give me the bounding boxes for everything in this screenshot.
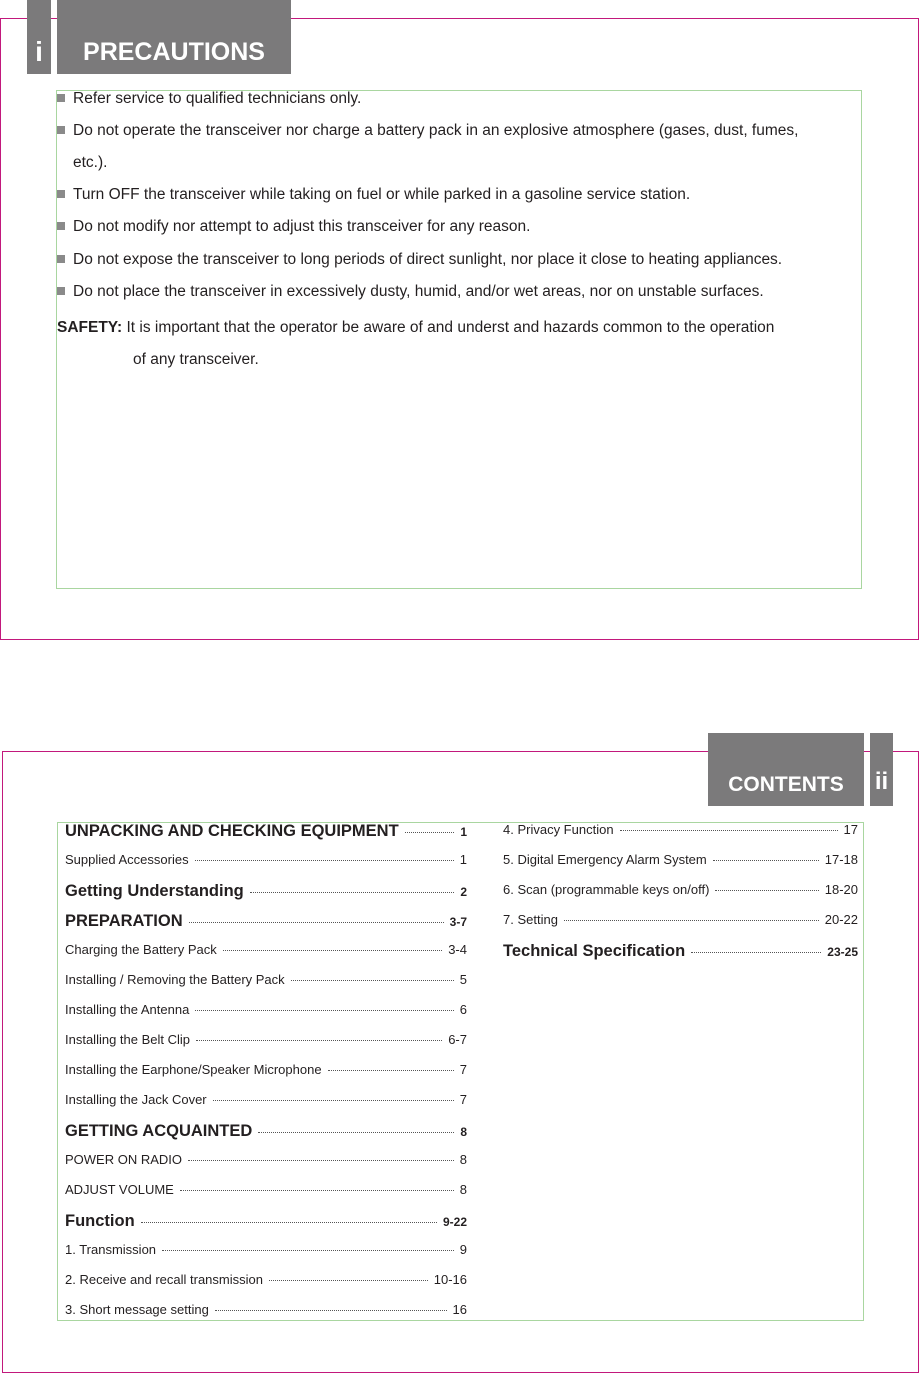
toc-entry-title: POWER ON RADIO (65, 1152, 183, 1167)
safety-continuation: of any transceiver. (133, 351, 259, 368)
toc-entry-page: 17 (843, 822, 858, 837)
toc-entry-title: PREPARATION (65, 912, 183, 930)
toc-dot-leader (715, 890, 818, 891)
toc-dot-leader (405, 832, 455, 833)
toc-entry (65, 942, 467, 957)
toc-entry-page: 8 (459, 1182, 467, 1197)
toc-entry-title: 2. Receive and recall transmission (65, 1272, 263, 1287)
toc-dot-leader (213, 1100, 454, 1101)
square-bullet-icon (57, 126, 65, 134)
toc-entry-page: 6 (459, 1002, 467, 1017)
toc-dot-leader (223, 950, 442, 951)
precautions-page-marker (27, 0, 51, 74)
bullet-text: Do not modify nor attempt to adjust this transceiver for any reason. (73, 218, 531, 235)
square-bullet-icon (57, 287, 65, 295)
safety-label: SAFETY: (57, 319, 123, 336)
bullet-item (57, 122, 798, 140)
toc-dot-leader (258, 1132, 454, 1133)
precautions-title-tab (57, 0, 291, 74)
bullet-item (57, 186, 690, 204)
bullet-item (57, 283, 764, 301)
toc-entry-page: 3-7 (449, 915, 467, 929)
toc-entry-page: 1 (460, 825, 467, 839)
toc-entry-page: 3-4 (448, 942, 467, 957)
safety-text: It is important that the operator be aware of and underst and hazards common to the operation (126, 319, 775, 336)
toc-dot-leader (250, 892, 455, 893)
toc-entry (65, 1242, 467, 1257)
precautions-content-box (56, 90, 862, 589)
square-bullet-icon (57, 94, 65, 102)
toc-entry-title: Technical Specification (503, 942, 686, 960)
toc-entry-page: 8 (460, 1125, 467, 1139)
toc-entry-title: 7. Setting (503, 912, 558, 927)
toc-entry-page: 17-18 (824, 852, 858, 867)
toc-dot-leader (180, 1190, 454, 1191)
bullet-item (57, 90, 361, 108)
safety-note (57, 319, 774, 337)
toc-entry (65, 1182, 467, 1197)
toc-entry-title: 6. Scan (programmable keys on/off) (503, 882, 710, 897)
toc-dot-leader (189, 922, 444, 923)
toc-entry (65, 1122, 467, 1141)
toc-entry (65, 912, 467, 931)
toc-entry-page: 9 (459, 1242, 467, 1257)
square-bullet-icon (57, 255, 65, 263)
toc-dot-leader (328, 1070, 454, 1071)
toc-entry (65, 822, 467, 841)
toc-entry-title: Installing the Belt Clip (65, 1032, 191, 1047)
toc-entry (503, 912, 858, 927)
page-marker-label: ii (874, 768, 889, 795)
toc-dot-leader (195, 1010, 453, 1011)
toc-entry-page: 10-16 (433, 1272, 467, 1287)
bullet-continuation: etc.). (73, 154, 108, 171)
toc-dot-leader (691, 952, 821, 953)
toc-entry-title: Installing the Antenna (65, 1002, 190, 1017)
toc-entry-page: 5 (459, 972, 467, 987)
toc-dot-leader (188, 1160, 454, 1161)
toc-dot-leader (291, 980, 454, 981)
toc-entry (503, 852, 858, 867)
toc-entry-title: ADJUST VOLUME (65, 1182, 174, 1197)
toc-entry-title: Getting Understanding (65, 882, 244, 900)
contents-title: CONTENTS (728, 773, 844, 796)
bullet-item (57, 218, 530, 236)
contents-page-marker (870, 733, 893, 806)
toc-dot-leader (196, 1040, 442, 1041)
toc-entry (65, 1272, 467, 1287)
toc-entry-page: 8 (459, 1152, 467, 1167)
toc-entry-title: Installing the Earphone/Speaker Microphone (65, 1062, 322, 1077)
toc-entry-title: 1. Transmission (65, 1242, 157, 1257)
toc-entry-page: 16 (452, 1302, 467, 1317)
page-marker-label: i (35, 36, 43, 67)
toc-entry (65, 1212, 467, 1231)
bullet-text: Refer service to qualified technicians only. (73, 90, 362, 107)
toc-entry (65, 1092, 467, 1107)
toc-entry (65, 852, 467, 867)
toc-entry (65, 1302, 467, 1317)
precautions-title: PRECAUTIONS (83, 38, 265, 66)
toc-entry-title: Installing / Removing the Battery Pack (65, 972, 285, 987)
toc-entry (65, 1002, 467, 1017)
toc-entry-page: 23-25 (827, 945, 858, 959)
toc-entry-page: 18-20 (824, 882, 858, 897)
contents-title-tab (708, 733, 864, 806)
toc-entry-page: 2 (460, 885, 467, 899)
toc-entry (65, 1032, 467, 1047)
toc-entry (503, 822, 858, 837)
toc-entry-page: 7 (459, 1092, 467, 1107)
bullet-text: Do not operate the transceiver nor charge a battery pack in an explosive atmosphere (gases, dust, fumes, (73, 122, 799, 139)
toc-entry-title: Supplied Accessories (65, 852, 189, 867)
toc-entry (503, 942, 858, 961)
bullet-text: Do not place the transceiver in excessively dusty, humid, and/or wet areas, nor on unstable surfaces. (73, 283, 764, 300)
toc-dot-leader (162, 1250, 454, 1251)
bullet-text: Do not expose the transceiver to long periods of direct sunlight, nor place it close to heating appliances. (73, 251, 783, 268)
toc-dot-leader (269, 1280, 428, 1281)
toc-entry (65, 972, 467, 987)
toc-entry-title: 5. Digital Emergency Alarm System (503, 852, 707, 867)
bullet-text: Turn OFF the transceiver while taking on fuel or while parked in a gasoline service station. (73, 186, 691, 203)
toc-dot-leader (620, 830, 838, 831)
toc-entry-title: Charging the Battery Pack (65, 942, 217, 957)
toc-dot-leader (195, 860, 454, 861)
toc-dot-leader (564, 920, 819, 921)
toc-entry-title: Function (65, 1212, 135, 1230)
toc-dot-leader (141, 1222, 437, 1223)
square-bullet-icon (57, 222, 65, 230)
toc-dot-leader (713, 860, 819, 861)
toc-entry (65, 1152, 467, 1167)
bullet-item (57, 251, 782, 269)
square-bullet-icon (57, 190, 65, 198)
toc-entry-page: 9-22 (442, 1215, 467, 1229)
toc-entry (65, 1062, 467, 1077)
toc-entry-title: UNPACKING AND CHECKING EQUIPMENT (65, 822, 399, 840)
toc-entry-page: 20-22 (824, 912, 858, 927)
toc-entry-page: 1 (459, 852, 467, 867)
toc-entry-page: 6-7 (448, 1032, 467, 1047)
toc-dot-leader (215, 1310, 447, 1311)
toc-entry-title: 3. Short message setting (65, 1302, 209, 1317)
toc-entry-title: 4. Privacy Function (503, 822, 614, 837)
toc-entry-page: 7 (459, 1062, 467, 1077)
toc-entry-title: Installing the Jack Cover (65, 1092, 207, 1107)
toc-entry (65, 882, 467, 901)
toc-entry (503, 882, 858, 897)
toc-entry-title: GETTING ACQUAINTED (65, 1122, 253, 1140)
